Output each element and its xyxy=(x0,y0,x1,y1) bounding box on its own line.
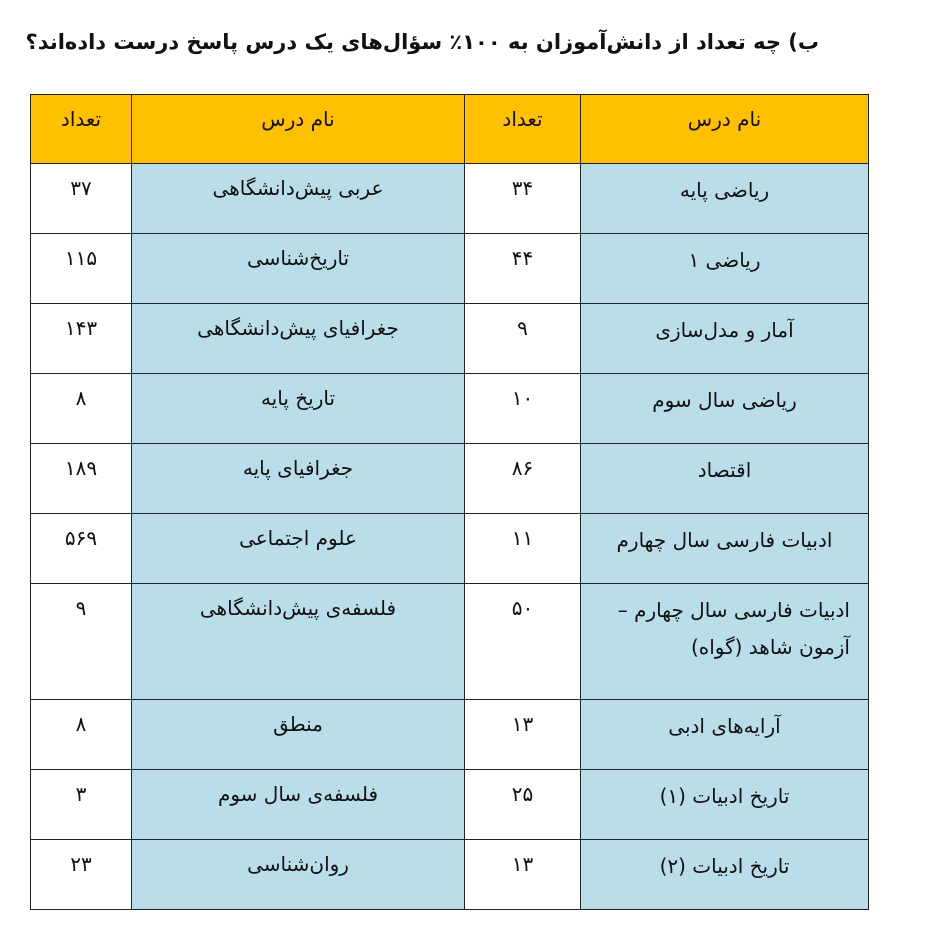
count-cell: ۸ xyxy=(31,374,132,444)
count-cell: ۱۰ xyxy=(465,374,581,444)
count-cell: ۱۸۹ xyxy=(31,444,132,514)
count-cell: ۳۷ xyxy=(31,164,132,234)
table-row xyxy=(31,164,869,234)
course-count-table xyxy=(30,94,869,910)
table-row xyxy=(31,514,869,584)
count-cell: ۴۴ xyxy=(465,234,581,304)
course-name-cell: ریاضی ۱ xyxy=(581,234,869,304)
table-row xyxy=(31,374,869,444)
course-name-cell: اقتصاد xyxy=(581,444,869,514)
table-row xyxy=(31,840,869,910)
count-cell: ۵۶۹ xyxy=(31,514,132,584)
table-row xyxy=(31,304,869,374)
count-cell: ۹ xyxy=(31,584,132,700)
course-name-cell: علوم اجتماعی xyxy=(132,514,465,584)
header-course-name-1: نام درس xyxy=(581,95,869,164)
table-row xyxy=(31,770,869,840)
header-count-1: تعداد xyxy=(465,95,581,164)
question-title: ب) چه تعداد از دانش‌آموزان به ۱۰۰٪ سؤال‌های یک درس پاسخ درست داده‌اند؟ xyxy=(25,30,819,54)
course-name-cell: تاریخ ادبیات (۱) xyxy=(581,770,869,840)
course-name-cell: ادبیات فارسی سال چهارم – آزمون شاهد (گواه) xyxy=(581,584,869,700)
count-cell: ۲۵ xyxy=(465,770,581,840)
course-name-cell: جغرافیای پیش‌دانشگاهی xyxy=(132,304,465,374)
course-name-cell: آمار و مدل‌سازی xyxy=(581,304,869,374)
count-cell: ۹ xyxy=(465,304,581,374)
count-cell: ۸ xyxy=(31,700,132,770)
course-name-cell: روان‌شناسی xyxy=(132,840,465,910)
course-name-cell: ریاضی پایه xyxy=(581,164,869,234)
course-name-cell: ادبیات فارسی سال چهارم xyxy=(581,514,869,584)
table-row xyxy=(31,444,869,514)
course-name-cell: آرایه‌های ادبی xyxy=(581,700,869,770)
count-cell: ۱۴۳ xyxy=(31,304,132,374)
course-name-cell: جغرافیای پایه xyxy=(132,444,465,514)
table-row xyxy=(31,700,869,770)
count-cell: ۳۴ xyxy=(465,164,581,234)
course-name-cell: تاریخ ادبیات (۲) xyxy=(581,840,869,910)
table-row xyxy=(31,234,869,304)
count-cell: ۱۱ xyxy=(465,514,581,584)
course-name-cell: فلسفه‌ی سال سوم xyxy=(132,770,465,840)
count-cell: ۱۳ xyxy=(465,840,581,910)
course-name-cell: تاریخ‌شناسی xyxy=(132,234,465,304)
course-name-cell: تاریخ پایه xyxy=(132,374,465,444)
course-name-cell: عربی پیش‌دانشگاهی xyxy=(132,164,465,234)
course-name-cell: فلسفه‌ی پیش‌دانشگاهی xyxy=(132,584,465,700)
count-cell: ۵۰ xyxy=(465,584,581,700)
course-name-cell: ریاضی سال سوم xyxy=(581,374,869,444)
count-cell: ۱۱۵ xyxy=(31,234,132,304)
count-cell: ۱۳ xyxy=(465,700,581,770)
course-name-cell: منطق xyxy=(132,700,465,770)
table-row xyxy=(31,584,869,700)
header-course-name-2: نام درس xyxy=(132,95,465,164)
table-header-row xyxy=(31,95,869,164)
count-cell: ۲۳ xyxy=(31,840,132,910)
header-count-2: تعداد xyxy=(31,95,132,164)
count-cell: ۳ xyxy=(31,770,132,840)
count-cell: ۸۶ xyxy=(465,444,581,514)
